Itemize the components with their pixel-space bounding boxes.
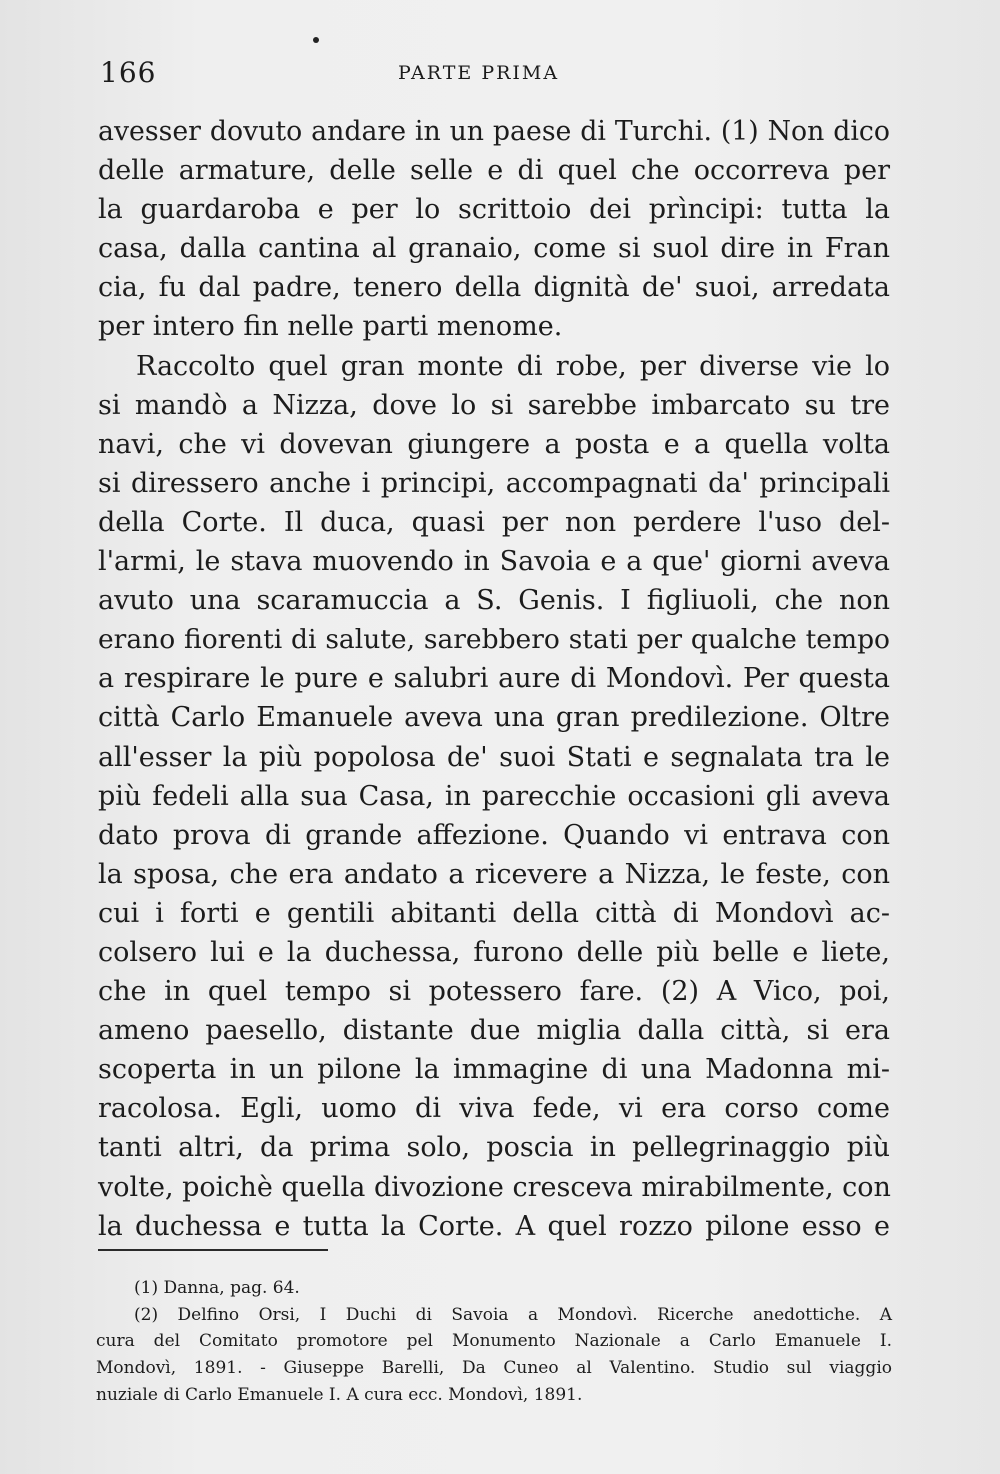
printer-dot <box>313 37 319 43</box>
text-line: più fedeli alla sua Casa, in parecchie occasioni gli aveva <box>98 780 890 812</box>
body-text <box>98 112 890 1246</box>
text-line: scoperta in un pilone la immagine di una Madonna mi- <box>98 1054 890 1086</box>
text-line: ameno paesello, distante due miglia dalla città, si era <box>98 1015 890 1047</box>
footnote-line: Mondovì, 1891. - Giuseppe Barelli, Da Cuneo al Valentino. Studio sul viaggio <box>96 1358 892 1379</box>
footnote-line: (1) Danna, pag. 64. <box>134 1278 300 1298</box>
text-line: che in quel tempo si potessero fare. (2) A Vico, poi, <box>98 976 890 1008</box>
text-line: la duchessa e tutta la Corte. A quel rozzo pilone esso e <box>98 1210 890 1242</box>
page-number: 166 <box>100 56 157 89</box>
text-line: delle armature, delle selle e di quel che occorreva per <box>98 155 890 187</box>
text-line: colsero lui e la duchessa, furono delle più belle e liete, <box>98 936 890 968</box>
footnotes <box>96 1275 892 1408</box>
text-line: casa, dalla cantina al granaio, come si suol dire in Fran <box>98 233 890 265</box>
text-line: avesser dovuto andare in un paese di Turchi. (1) Non dico <box>98 116 890 147</box>
running-head: PARTE PRIMA <box>398 62 560 84</box>
text-line: l'armi, le stava muovendo in Savoia e a que' giorni aveva <box>98 546 890 578</box>
text-line: per intero fin nelle parti menome. <box>98 311 563 343</box>
text-line: la sposa, che era andato a ricevere a Nizza, le feste, con <box>98 858 890 890</box>
text-line: la guardaroba e per lo scrittoio dei prìncipi: tutta la <box>98 194 890 226</box>
text-line: si diressero anche i principi, accompagnati da' principali <box>98 467 890 499</box>
text-line: all'esser la più popolosa de' suoi Stati e segnalata tra le <box>98 741 890 773</box>
footnote-line: (2) Delfino Orsi, I Duchi di Savoia a Mondovì. Ricerche anedottiche. A <box>134 1304 892 1325</box>
text-line: si mandò a Nizza, dove lo si sarebbe imbarcato su tre <box>98 389 890 421</box>
footnote-rule <box>98 1249 328 1251</box>
text-line: navi, che vi dovevan giungere a posta e a quella volta <box>98 428 890 460</box>
text-line: tanti altri, da prima solo, poscia in pellegrinaggio più <box>98 1132 890 1164</box>
footnote-line: nuziale di Carlo Emanuele I. A cura ecc. Mondovì, 1891. <box>96 1384 583 1405</box>
text-line: avuto una scaramuccia a S. Genis. I figliuoli, che non <box>98 585 890 617</box>
footnote-line: cura del Comitato promotore pel Monumento Nazionale a Carlo Emanuele I. <box>96 1331 892 1352</box>
text-line: cia, fu dal padre, tenero della dignità de' suoi, arredata <box>98 272 890 304</box>
text-line: città Carlo Emanuele aveva una gran predilezione. Oltre <box>98 702 890 734</box>
text-line: dato prova di grande affezione. Quando vi entrava con <box>98 819 890 851</box>
text-line: Raccolto quel gran monte di robe, per diverse vie lo <box>136 350 890 382</box>
text-line: a respirare le pure e salubri aure di Mondovì. Per questa <box>98 663 890 695</box>
text-line: cui i forti e gentili abitanti della città di Mondovì ac- <box>98 897 890 929</box>
text-line: volte, poichè quella divozione cresceva mirabilmente, con <box>98 1171 891 1203</box>
text-line: erano fiorenti di salute, sarebbero stati per qualche tempo <box>98 624 890 656</box>
text-line: racolosa. Egli, uomo di viva fede, vi era corso come <box>98 1093 890 1125</box>
text-line: della Corte. Il duca, quasi per non perdere l'uso del- <box>98 506 890 538</box>
